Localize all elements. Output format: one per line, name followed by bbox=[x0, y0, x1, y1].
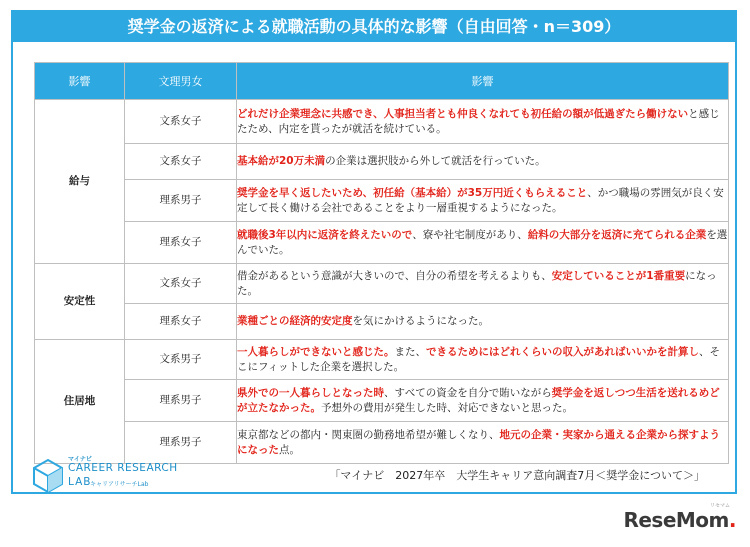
table-row bbox=[35, 180, 729, 222]
highlighted-text: できるためにはどれくらいの収入があればいいかを計算し bbox=[426, 345, 699, 358]
answer-text: 、寮や社宅制度があり、 bbox=[412, 228, 528, 241]
answer-cell bbox=[237, 100, 729, 144]
answer-cell bbox=[237, 380, 729, 422]
respondent-cell: 文系女子 bbox=[125, 144, 237, 180]
respondent-cell: 理系女子 bbox=[125, 304, 237, 340]
table-row bbox=[35, 264, 729, 304]
highlighted-text: 奨学金を早く返したいため、初任給（基本給）が35万円近くもらえること bbox=[237, 186, 588, 199]
respondent-cell: 文系女子 bbox=[125, 100, 237, 144]
answer-text: 、そこにフィットした企業を選択した。 bbox=[237, 345, 720, 373]
respondent-cell: 理系女子 bbox=[125, 222, 237, 264]
table-row bbox=[35, 222, 729, 264]
category-residence: 住居地 bbox=[35, 340, 125, 464]
header-impact: 影響 bbox=[237, 63, 729, 100]
impact-table bbox=[34, 62, 729, 464]
answer-text: また、 bbox=[394, 345, 426, 358]
highlighted-text: 就職後3年以内に返済を終えたいので bbox=[237, 228, 413, 241]
resemom-watermark bbox=[623, 508, 736, 532]
header-category: 影響 bbox=[35, 63, 125, 100]
answer-cell bbox=[237, 180, 729, 222]
answer-cell bbox=[237, 340, 729, 380]
watermark-dot: . bbox=[728, 508, 736, 532]
answer-text: 、すべての資金を自分で賄いながら bbox=[384, 386, 552, 399]
answer-cell bbox=[237, 264, 729, 304]
highlighted-text: 業種ごとの経済的安定度 bbox=[237, 315, 353, 327]
answer-cell bbox=[237, 222, 729, 264]
watermark-subtitle: リセマム bbox=[710, 503, 730, 509]
respondent-cell: 理系男子 bbox=[125, 422, 237, 464]
table-row bbox=[35, 100, 729, 144]
infographic-frame bbox=[11, 10, 737, 494]
highlighted-text: 地元の企業・実家から通える企業から探すようになった bbox=[237, 428, 720, 456]
table-row bbox=[35, 340, 729, 380]
highlighted-text: 給料の大部分を返済に充てられる企業 bbox=[527, 228, 707, 241]
cube-logo-icon bbox=[32, 458, 64, 494]
answer-text: を選んでいた。 bbox=[237, 228, 728, 256]
answer-cell bbox=[237, 304, 729, 340]
highlighted-text: 県外での一人暮らしとなった時 bbox=[237, 386, 384, 399]
answer-text: 借金があるという意識が大きいので、自分の希望を考えるよりも、 bbox=[237, 269, 552, 282]
answer-text: 東京都などの都内・関東圏の勤務地希望が難しくなり、 bbox=[237, 428, 500, 441]
logo-wordmark-line1: CAREER RESEARCH bbox=[68, 462, 178, 474]
respondent-cell: 理系男子 bbox=[125, 180, 237, 222]
answer-text: になった。 bbox=[237, 269, 717, 297]
highlighted-text: 基本給が20万未満 bbox=[237, 155, 326, 167]
table-row bbox=[35, 380, 729, 422]
highlighted-text: どれだけ企業理念に共感でき、人事担当者とも仲良くなれても初任給の額が低過ぎたら働けない bbox=[237, 107, 689, 120]
table-row bbox=[35, 304, 729, 340]
answer-text: 点。 bbox=[279, 443, 300, 456]
category-stability: 安定性 bbox=[35, 264, 125, 340]
watermark-text: ReseMom bbox=[623, 508, 729, 532]
category-salary: 給与 bbox=[35, 100, 125, 264]
answer-text: 予想外の費用が発生した時、対応できないと思った。 bbox=[321, 401, 573, 414]
respondent-cell: 文系男子 bbox=[125, 340, 237, 380]
source-citation: 「マイナビ 2027年卒 大学生キャリア意向調査7月＜奨学金について＞」 bbox=[329, 469, 705, 482]
respondent-cell: 文系女子 bbox=[125, 264, 237, 304]
table-header-row bbox=[35, 63, 729, 100]
answer-text: 、かつ職場の雰囲気が良く安定して長く働ける会社であることをより一層重視するようになった。 bbox=[237, 186, 724, 214]
header-respondent: 文理男女 bbox=[125, 63, 237, 100]
answer-text: と感じたため、内定を貰ったが就活を続けている。 bbox=[237, 107, 720, 135]
respondent-cell: 理系男子 bbox=[125, 380, 237, 422]
answer-cell bbox=[237, 144, 729, 180]
page-title: 奨学金の返済による就職活動の具体的な影響（自由回答・n＝309） bbox=[13, 12, 735, 42]
career-research-lab-logo bbox=[32, 454, 192, 500]
answer-cell bbox=[237, 422, 729, 464]
highlighted-text: 奨学金を返しつつ生活を送れるめどが立たなかった。 bbox=[237, 386, 720, 414]
highlighted-text: 安定していることが1番重要 bbox=[551, 269, 686, 282]
logo-mynavi-label: マイナビ bbox=[68, 456, 92, 463]
answer-text: を気にかけるようになった。 bbox=[352, 315, 489, 327]
answer-text: の企業は選択肢から外して就活を行っていた。 bbox=[325, 155, 546, 167]
logo-wordmark-line2: LAB bbox=[68, 476, 92, 488]
table-row bbox=[35, 144, 729, 180]
logo-japanese-label: キャリアリサーチLab bbox=[90, 481, 149, 488]
highlighted-text: 一人暮らしができないと感じた。 bbox=[237, 345, 395, 358]
